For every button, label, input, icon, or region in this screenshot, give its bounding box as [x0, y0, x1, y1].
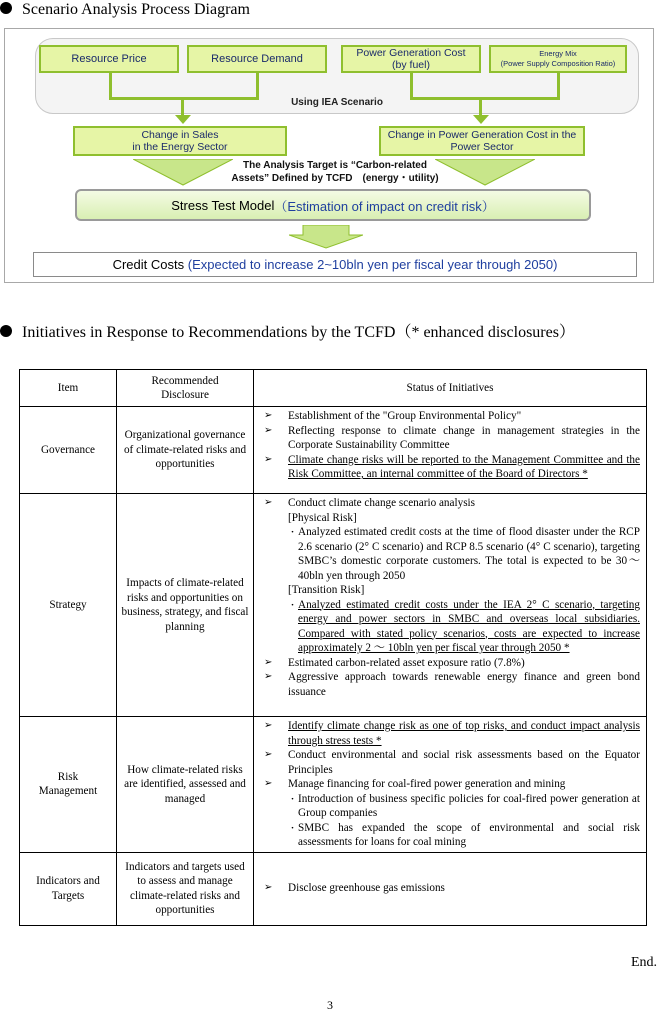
resource-demand-label: Resource Demand [211, 53, 303, 65]
list-item [260, 821, 640, 850]
list-item [260, 881, 640, 896]
dot-bullet-icon: ・ [288, 793, 298, 804]
arrow-bullet-icon: ➢ [264, 778, 273, 789]
bullet-text: Analyzed estimated credit costs at the time of flood disaster under the RCP 2.6 scenario (2° C scenario) and RCP 8.5 scenario (4° C scenario), targeting SMBC’s domestic corporate customers. The total is expected to be 30～40bln yen through 2050 [298, 526, 640, 582]
list-item [260, 496, 640, 511]
connector-line [557, 73, 560, 99]
physical-risk-label: [Physical Risk] [288, 511, 357, 524]
section-title: Scenario Analysis Process Diagram [22, 1, 250, 18]
tcfd-initiatives-table [19, 369, 647, 926]
arrow-bullet-icon: ➢ [264, 497, 273, 508]
row-status [254, 407, 647, 494]
row-item: Indicators and Targets [20, 852, 117, 925]
bullet-text: Conduct climate change scenario analysis [288, 497, 476, 509]
scenario-diagram [4, 28, 654, 283]
analysis-target-text [205, 159, 465, 185]
arrow-bullet-icon: ➢ [264, 410, 273, 421]
section-heading-scenario [0, 0, 250, 20]
list-item [260, 777, 640, 792]
arrow-bullet-icon: ➢ [264, 749, 273, 760]
change-power-label: Change in Power Generation Cost in the [387, 129, 577, 141]
power-cost-box [341, 45, 481, 73]
stress-test-model-label: Stress Test Model [171, 197, 275, 213]
change-sales-box [73, 126, 287, 156]
arrow-bullet-icon: ➢ [264, 671, 273, 682]
bullet-text: SMBC has expanded the scope of environmental and social risk assessments for loans for coal mining [298, 821, 640, 848]
bullet-text: Climate change risks will be reported to the Management Committee and the Risk Committee, an internal committee of the Board of Directors * [288, 453, 640, 480]
connector-line [256, 73, 259, 99]
change-power-box [379, 126, 585, 156]
list-item [260, 409, 640, 424]
analysis-target-line: Assets” Defined by TCFD (energy・utility) [231, 173, 439, 184]
stress-test-model-note: （Estimation of impact on credit risk） [274, 198, 495, 214]
list-item [260, 598, 640, 656]
list-item [260, 525, 640, 583]
arrow-bullet-icon: ➢ [264, 656, 273, 668]
page-number: 3 [327, 998, 333, 1012]
bullet-text: Introduction of business specific policies for coal-fired power generation at Group companies [298, 792, 640, 819]
list-item [260, 792, 640, 821]
row-status [254, 494, 647, 717]
row-item [20, 717, 117, 853]
resource-demand-box [187, 45, 327, 73]
arrow-down-icon [175, 115, 191, 125]
resource-price-label: Resource Price [71, 53, 147, 65]
credit-costs-label: Credit Costs [112, 257, 185, 272]
energy-mix-label: Energy Mix [539, 49, 577, 58]
table-header-row [20, 370, 647, 407]
table-row-indicators [20, 852, 647, 925]
list-item [260, 424, 640, 453]
energy-mix-sublabel: (Power Supply Composition Ratio) [500, 59, 616, 68]
list-item [260, 453, 640, 482]
list-item [260, 748, 640, 777]
power-cost-label: Power Generation Cost [356, 47, 466, 59]
arrow-bullet-icon: ➢ [264, 424, 273, 436]
row-item-line: Risk [57, 770, 79, 783]
energy-mix-box [489, 45, 627, 73]
connector-line [410, 97, 560, 100]
resource-price-box [39, 45, 179, 73]
connector-line [109, 97, 259, 100]
analysis-target-line: The Analysis Target is “Carbon-related [243, 160, 427, 171]
row-status [254, 717, 647, 853]
bullet-icon [0, 2, 12, 14]
list-item [260, 719, 640, 748]
row-status [254, 852, 647, 925]
header-recommended [117, 370, 254, 407]
row-disclosure: Impacts of climate-related risks and opportunities on business, strategy, and fiscal planning [117, 494, 254, 717]
list-item [260, 670, 640, 699]
change-power-sublabel: Power Sector [450, 141, 514, 153]
bullet-text: Establishment of the "Group Environmental Policy" [288, 410, 522, 422]
dot-bullet-icon: ・ [288, 822, 298, 833]
section-title: Initiatives in Response to Recommendations by the TCFD（* enhanced disclosures） [22, 324, 575, 341]
dot-bullet-icon: ・ [288, 599, 298, 610]
row-item: Governance [20, 407, 117, 494]
bullet-text: Estimated carbon-related asset exposure ratio (7.8%) [288, 656, 525, 669]
transition-risk-label: [Transition Risk] [288, 584, 365, 596]
row-item-line: Management [38, 785, 98, 798]
stress-test-model-box [75, 189, 591, 221]
row-disclosure: Indicators and targets used to assess and manage climate-related risks and opportunities [117, 852, 254, 925]
arrow-bullet-icon: ➢ [264, 720, 273, 731]
table-row-governance [20, 407, 647, 494]
bullet-text: Identify climate change risk as one of top risks, and conduct impact analysis through stress tests * [288, 720, 640, 747]
header-recommended-line: Recommended [151, 374, 219, 387]
credit-costs-box [33, 252, 637, 277]
list-item [260, 656, 640, 671]
header-recommended-line: Disclosure [161, 389, 209, 401]
bullet-icon [0, 325, 12, 337]
chevron-down-icon [289, 225, 363, 249]
bullet-text: Aggressive approach towards renewable energy finance and green bond issuance [288, 671, 640, 698]
arrow-bullet-icon: ➢ [264, 453, 273, 465]
table-row-strategy [20, 494, 647, 717]
section-heading-tcfd [0, 323, 575, 343]
end-marker: End. [630, 955, 657, 970]
header-item: Item [20, 370, 117, 407]
connector-line [109, 73, 112, 99]
row-item: Strategy [20, 494, 117, 717]
change-sales-sublabel: in the Energy Sector [132, 141, 228, 153]
bullet-text: Disclose greenhouse gas emissions [288, 882, 445, 895]
power-cost-sublabel: (by fuel) [392, 59, 430, 71]
table-row-risk-management [20, 717, 647, 853]
credit-costs-note: (Expected to increase 2~10bln yen per fiscal year through 2050) [187, 257, 558, 272]
change-sales-label: Change in Sales [141, 129, 219, 141]
iea-scenario-label: Using IEA Scenario [291, 97, 383, 108]
bullet-text: Conduct environmental and social risk assessments based on the Equator Principles [288, 749, 640, 776]
header-status: Status of Initiatives [254, 370, 647, 407]
bullet-text: Reflecting response to climate change in management strategies in the Corporate Sustainability Committee [288, 424, 640, 451]
connector-line [410, 73, 413, 99]
bullet-text: Analyzed estimated credit costs under the IEA 2° C scenario, targeting energy and power sectors in SMBC and overseas local subsidiaries. Compared with stated policy scenarios, costs are expected to increase approximately 2 ～ 10bln yen per fiscal year through 2050 * [298, 598, 640, 654]
dot-bullet-icon: ・ [288, 527, 298, 537]
row-disclosure: How climate-related risks are identified, assessed and managed [117, 717, 254, 853]
arrow-down-icon [473, 115, 489, 125]
bullet-text: Manage financing for coal-fired power generation and mining [288, 778, 566, 790]
row-disclosure: Organizational governance of climate-related risks and opportunities [117, 407, 254, 494]
arrow-bullet-icon: ➢ [264, 882, 273, 894]
